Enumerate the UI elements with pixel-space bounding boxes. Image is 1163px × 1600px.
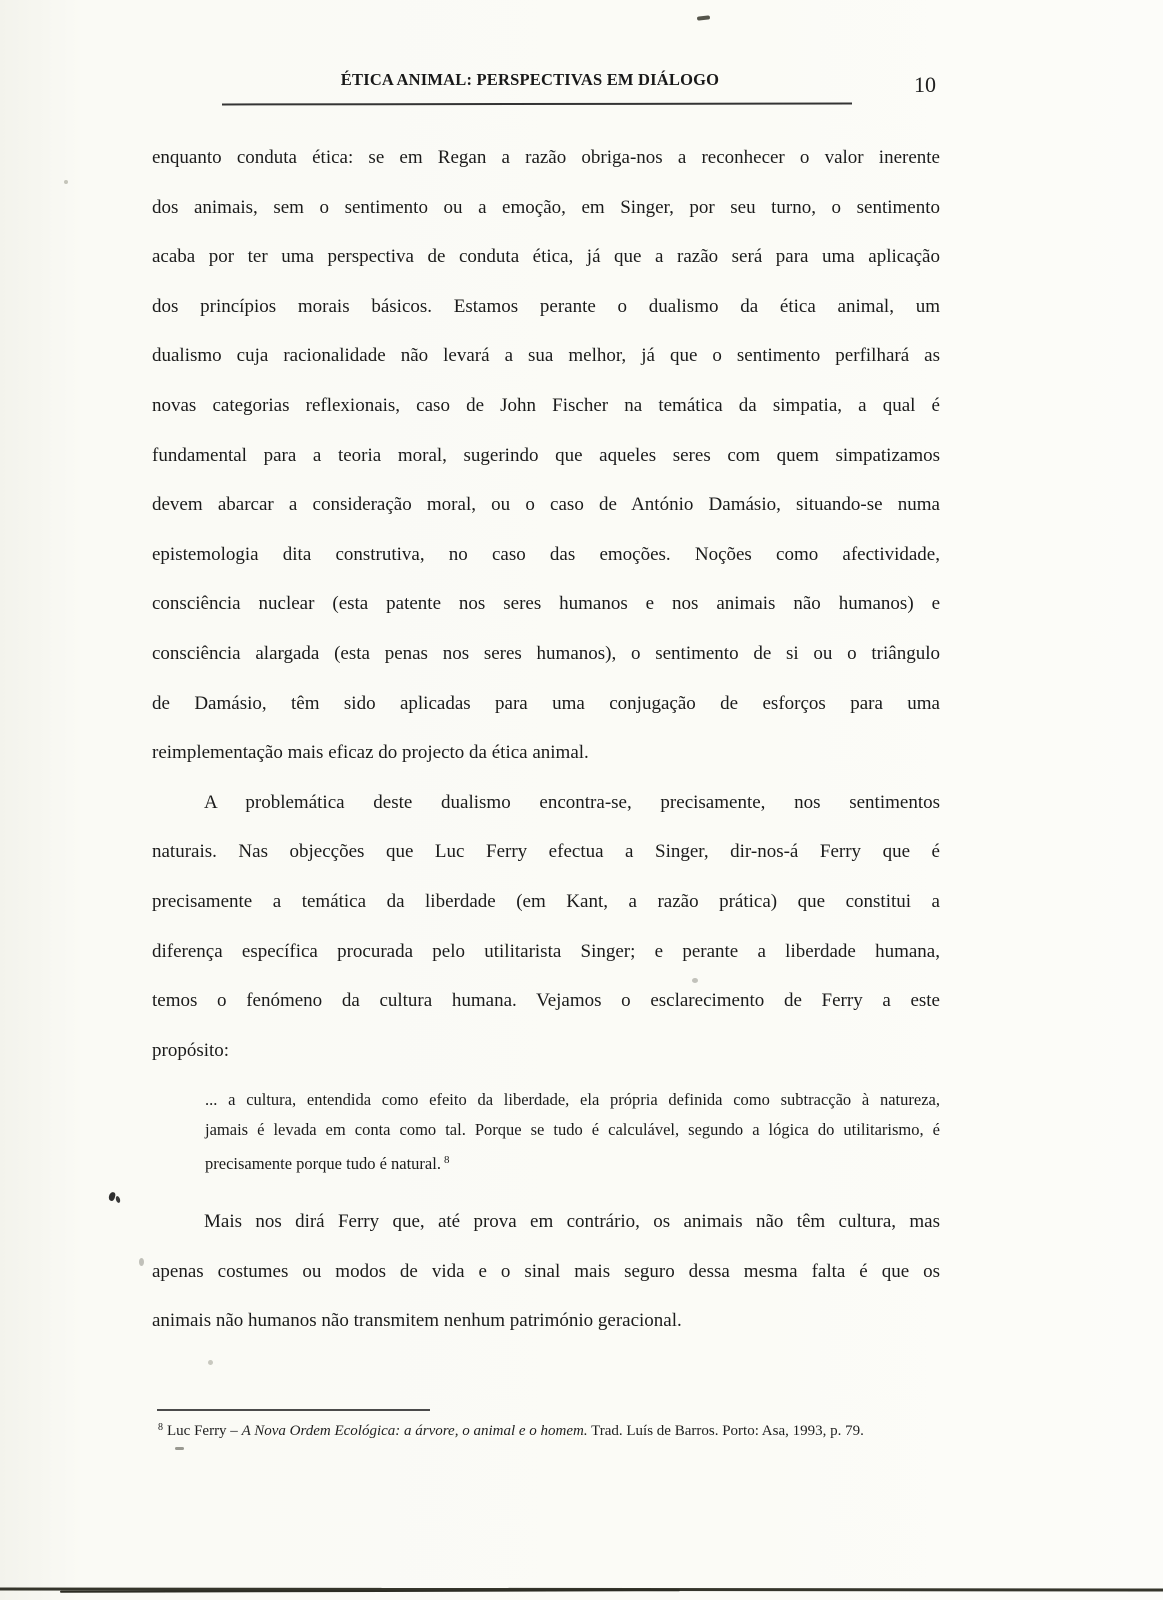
quote-line: jamais é levada em conta como tal. Porque se tudo é calculável, segundo a lógica do utilitarismo, é bbox=[205, 1120, 940, 1140]
text-line: de Damásio, têm sido aplicadas para uma conjugação de esforços para uma bbox=[152, 692, 940, 714]
paragraph bbox=[152, 1197, 940, 1346]
scan-artifact-speck bbox=[175, 1447, 184, 1450]
page-body bbox=[152, 133, 940, 1346]
text-line: dualismo cuja racionalidade não levará a sua melhor, já que o sentimento perfilhará as bbox=[152, 345, 940, 367]
scan-artifact-speck bbox=[139, 1258, 144, 1266]
text-line: Mais nos dirá Ferry que, até prova em contrário, os animais não têm cultura, mas bbox=[204, 1211, 940, 1233]
text-line: dos princípios morais básicos. Estamos perante o dualismo da ética animal, um bbox=[152, 295, 940, 317]
text-line: precisamente a temática da liberdade (em Kant, a razão prática) que constitui a bbox=[152, 890, 940, 912]
text-line: fundamental para a teoria moral, sugerindo que aqueles seres com quem simpatizamos bbox=[152, 444, 940, 466]
scan-page-edge-line bbox=[60, 1589, 680, 1593]
text-line: acaba por ter uma perspectiva de conduta ética, já que a razão será para uma aplicação bbox=[152, 246, 940, 268]
footnote-marker: 8 bbox=[158, 1422, 163, 1433]
text-line: naturais. Nas objecções que Luc Ferry efectua a Singer, dir-nos-á Ferry que é bbox=[152, 841, 940, 863]
page-number: 10 bbox=[914, 72, 936, 97]
text-line: epistemologia dita construtiva, no caso das emoções. Noções como afectividade, bbox=[152, 543, 940, 565]
scan-artifact-speck bbox=[64, 180, 68, 184]
block-quote bbox=[205, 1085, 940, 1179]
quote-last-text: precisamente porque tudo é natural. bbox=[205, 1154, 441, 1174]
text-line: devem abarcar a consideração moral, ou o caso de António Damásio, situando-se numa bbox=[152, 494, 940, 516]
footnote-book-title: A Nova Ordem Ecológica: a árvore, o animal e o homem. bbox=[241, 1423, 588, 1439]
paragraph bbox=[152, 778, 940, 1076]
scan-artifact-speck bbox=[692, 978, 698, 983]
text-line: apenas costumes ou modos de vida e o sinal mais seguro dessa mesma falta é que os bbox=[152, 1260, 940, 1282]
text-line: novas categorias reflexionais, caso de John Fischer na temática da simpatia, a qual é bbox=[152, 394, 940, 416]
scan-artifact-speck bbox=[208, 1360, 213, 1365]
footnote-text bbox=[158, 1418, 918, 1441]
scan-artifact-speck bbox=[115, 1196, 121, 1204]
footnote-rule bbox=[157, 1409, 430, 1411]
text-line: consciência alargada (esta penas nos seres humanos), o sentimento de si ou o triângulo bbox=[152, 642, 940, 664]
quote-line bbox=[205, 1145, 940, 1179]
text-line: temos o fenómeno da cultura humana. Vejamos o esclarecimento de Ferry a este bbox=[152, 990, 940, 1012]
text-line: reimplementação mais eficaz do projecto da ética animal. bbox=[152, 742, 589, 764]
text-line: consciência nuclear (esta patente nos seres humanos e nos animais não humanos) e bbox=[152, 593, 940, 615]
footnote-suffix: Trad. Luís de Barros. Porto: Asa, 1993, p. 79. bbox=[587, 1423, 864, 1439]
page-header-title: ÉTICA ANIMAL: PERSPECTIVAS EM DIÁLOGO bbox=[340, 70, 720, 89]
paragraph bbox=[152, 133, 940, 778]
text-line: enquanto conduta ética: se em Regan a razão obriga-nos a reconhecer o valor inerente bbox=[152, 147, 940, 168]
quote-line: ... a cultura, entendida como efeito da liberdade, ela própria definida como subtracção à natureza, bbox=[205, 1090, 940, 1110]
footnote-prefix: Luc Ferry – bbox=[167, 1423, 242, 1439]
scan-artifact-dash bbox=[697, 15, 710, 20]
footnote-reference: 8 bbox=[443, 1154, 450, 1167]
header-rule bbox=[222, 103, 852, 106]
text-line: animais não humanos não transmitem nenhum património geracional. bbox=[152, 1310, 682, 1332]
text-line: dos animais, sem o sentimento ou a emoção, em Singer, por seu turno, o sentimento bbox=[152, 196, 940, 218]
text-line: A problemática deste dualismo encontra-se, precisamente, nos sentimentos bbox=[204, 791, 940, 813]
text-line: propósito: bbox=[152, 1039, 230, 1061]
text-line: diferença específica procurada pelo utilitarista Singer; e perante a liberdade humana, bbox=[152, 940, 940, 962]
